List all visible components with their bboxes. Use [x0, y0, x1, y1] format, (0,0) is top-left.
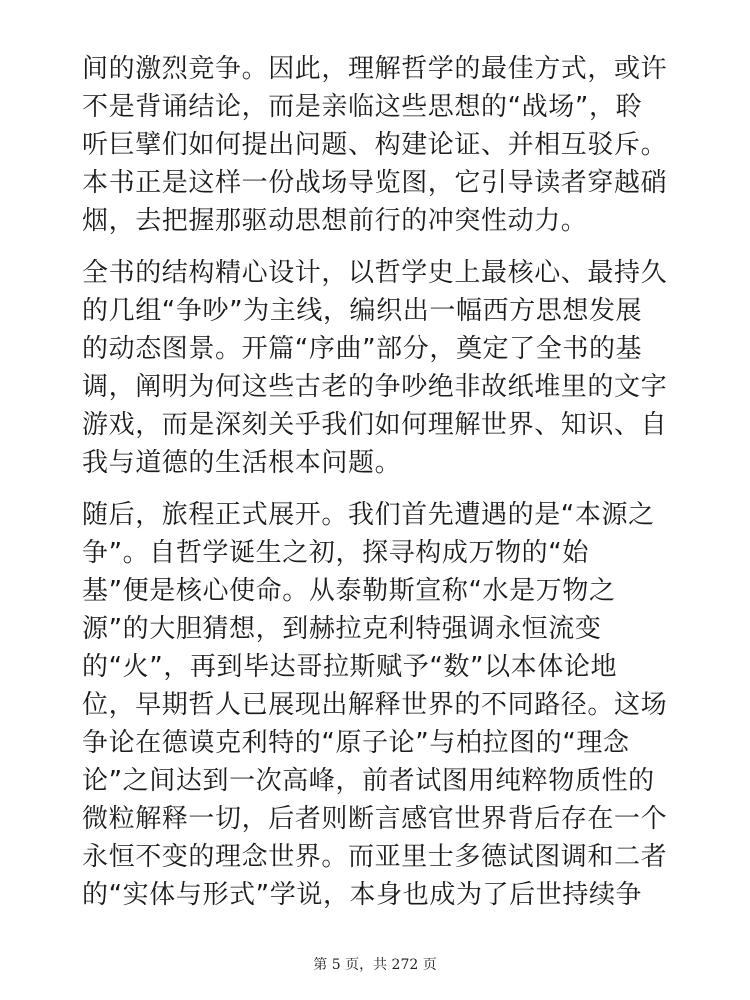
text-line: 调，阐明为何这些古老的争吵绝非故纸堆里的文字: [82, 372, 668, 402]
paragraph-2: [82, 254, 672, 482]
text-line: 的“火”，再到毕达哥拉斯赋予“数”以本体论地: [82, 652, 618, 682]
page-number-footer: 第 5 页，共 272 页: [313, 957, 437, 973]
text-line: 位，早期哲人已展现出解释世界的不同路径。这场: [82, 690, 668, 720]
text-line: 争论在德谟克利特的“原子论”与柏拉图的“理念: [82, 728, 630, 758]
body-text: [82, 50, 672, 914]
paragraph-gap: [82, 240, 672, 254]
text-line: 论”之间达到一次高峰，前者试图用纯粹物质性的: [82, 766, 655, 796]
text-line: 本书正是这样一份战场导览图，它引导读者穿越硝: [82, 168, 668, 198]
text-line: 随后，旅程正式展开。我们首先遭遇的是“本源之: [82, 500, 655, 530]
text-line: 游戏，而是深刻关乎我们如何理解世界、知识、自: [82, 410, 668, 440]
text-line: 不是背诵结论，而是亲临这些思想的“战场”，聆: [82, 92, 643, 122]
text-line: 间的激烈竞争。因此，理解哲学的最佳方式，或许: [82, 54, 668, 84]
text-line: 的“实体与形式”学说，本身也成为了后世持续争: [82, 880, 643, 910]
paragraph-gap: [82, 482, 672, 496]
paragraph-3: [82, 496, 672, 914]
text-line: 争”。自哲学诞生之初，探寻构成万物的“始: [82, 538, 589, 568]
text-line: 烟，去把握那驱动思想前行的冲突性动力。: [82, 206, 588, 236]
text-line: 我与道德的生活根本问题。: [82, 448, 402, 478]
text-line: 微粒解释一切，后者则断言感官世界背后存在一个: [82, 804, 668, 834]
text-line: 全书的结构精心设计，以哲学史上最核心、最持久: [82, 258, 668, 288]
paragraph-1: [82, 50, 672, 240]
text-line: 的几组“争吵”为主线，编织出一幅西方思想发展: [82, 296, 643, 326]
text-line: 听巨擘们如何提出问题、构建论证、并相互驳斥。: [82, 130, 668, 160]
text-line: 的动态图景。开篇“序曲”部分，奠定了全书的基: [82, 334, 643, 364]
text-line: 永恒不变的理念世界。而亚里士多德试图调和二者: [82, 842, 668, 872]
text-line: 基”便是核心使命。从泰勒斯宣称“水是万物之: [82, 576, 616, 606]
text-line: 源”的大胆猜想，到赫拉克利特强调永恒流变: [82, 614, 602, 644]
